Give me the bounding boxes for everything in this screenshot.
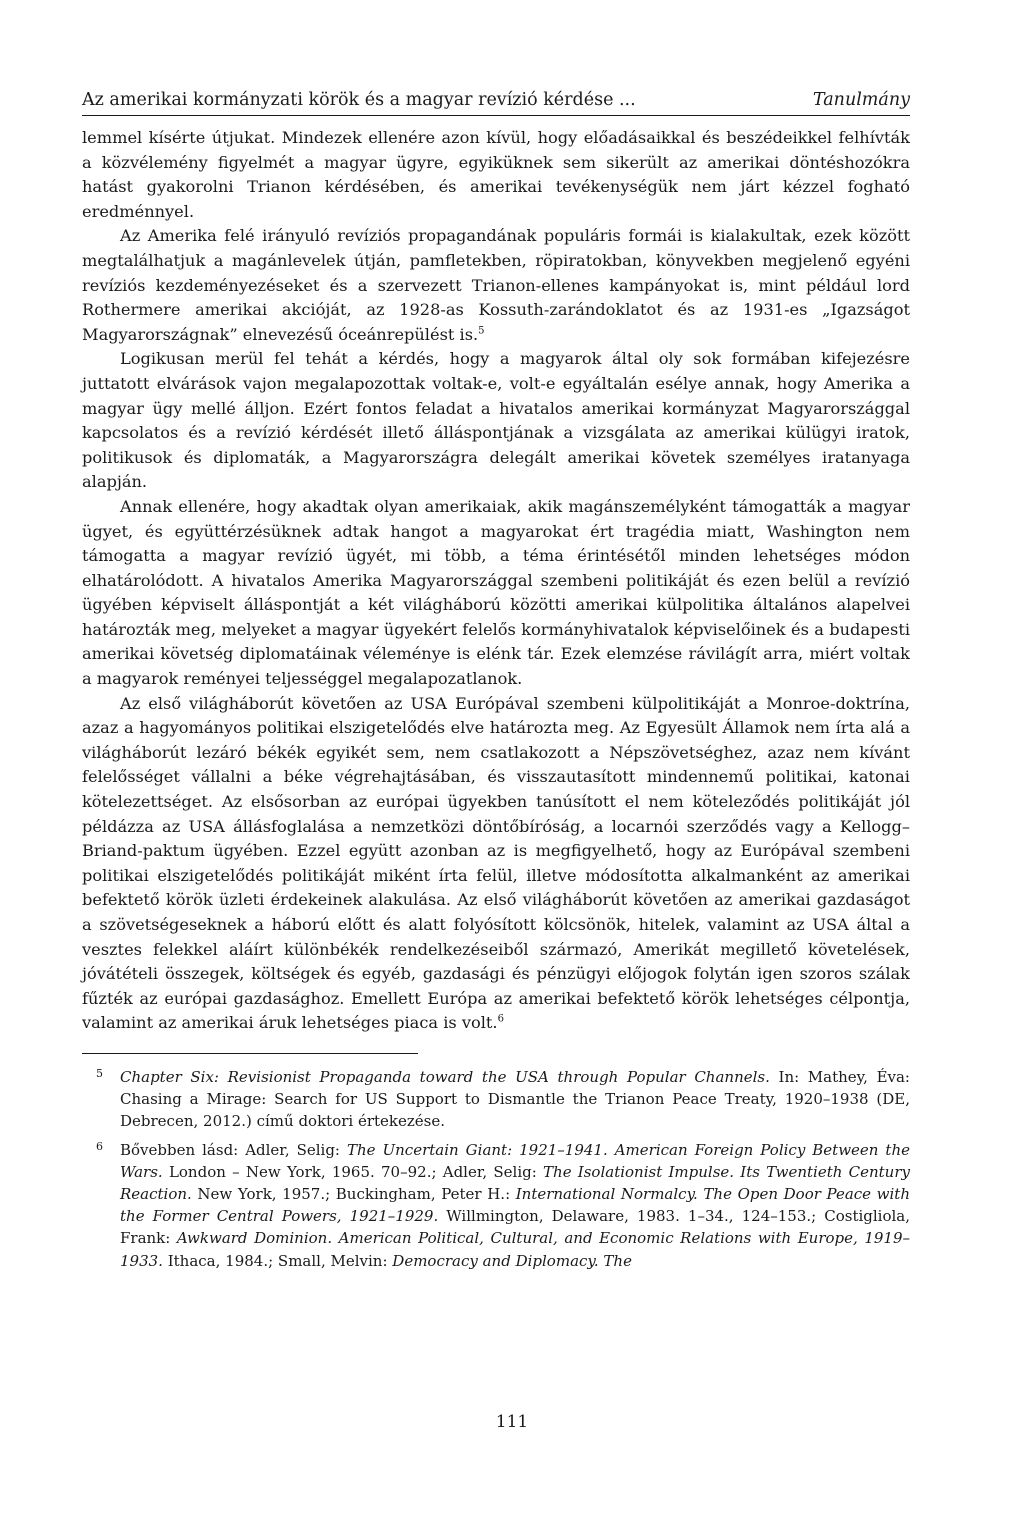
footnote-6: [82, 1139, 910, 1272]
running-header: [82, 88, 910, 116]
footnote-5: [82, 1066, 910, 1133]
page-number: 111: [495, 1412, 529, 1432]
paragraph: [82, 347, 910, 495]
citation-title: Democracy and Diplomacy. The: [392, 1251, 632, 1270]
citation-title: The Isolationist Impulse. Its Twentieth Century Reaction.: [120, 1162, 910, 1203]
body-text: [82, 126, 910, 1036]
citation-title: International Normalcy. The Open Door Peace with the Former Central Powers, 1921–1929.: [120, 1184, 910, 1226]
footnote-ref: 5: [478, 325, 485, 337]
article-title: Az amerikai kormányzati körök és a magyar revízió kérdése ...: [82, 90, 636, 110]
citation-text: London – New York, 1965. 70–92.; Adler, Selig:: [162, 1162, 544, 1181]
footnote-number: 6: [96, 1139, 103, 1153]
citation-text: Ithaca, 1984.; Small, Melvin:: [162, 1251, 393, 1270]
page: [82, 88, 910, 1278]
paragraph: [82, 126, 910, 224]
footnote-text: [120, 1066, 910, 1133]
citation-title: The Uncertain Giant: 1921–1941. American Foreign Policy Between the Wars.: [120, 1140, 911, 1181]
paragraph-text: Annak ellenére, hogy akadtak olyan amerikaiak, akik magánszemélyként támogatták a magyar ügyet, és együttérzésüknek adtak hangot a magyarokat ért tragédia miatt, Washington nem támogatta a magyar revízió ügyét, mi több, a téma érintésétől minden lehetséges módon elhatárolódott. A hivatalos Amerika Magyarországgal szembeni politikáját és ezen belül a revízió ügyében képviselt álláspontját a két világháború közötti amerikai külpolitika általános alapelvei határozták meg, melyeket a magyar ügyekért felelős kormányhivatalok képviselőinek és a budapesti amerikai követség diplomatáinak véleménye is elénk tár. Ezek elemzése rávilágít arra, miért voltak a magyarok reményei teljességgel megalapozatlanok.: [82, 496, 910, 689]
citation-title: Awkward Dominion. American Political, Cultural, and Economic Relations with Europe, 1919–1933.: [120, 1229, 910, 1270]
paragraph: [82, 224, 910, 347]
footnote-divider: [82, 1053, 418, 1054]
footnotes: [82, 1066, 910, 1272]
footnote-text: [120, 1139, 910, 1272]
paragraph-text: lemmel kísérte útjukat. Mindezek ellenére azon kívül, hogy előadásaikkal és beszédeikkel felhívták a közvélemény figyelmét a magyar ügyre, egyiküknek sem sikerült az amerikai döntéshozókra hatást gyakorolni Trianon kérdésében, és amerikai tevékenységük nem járt kézzel fogható eredménnyel.: [82, 128, 910, 221]
citation-text: New York, 1957.; Buckingham, Peter H.:: [191, 1184, 516, 1203]
citation-title: Chapter Six: Revisionist Propaganda toward the USA through Popular Channels.: [120, 1067, 770, 1086]
footnote-ref: 6: [497, 1013, 504, 1025]
paragraph: [82, 495, 910, 692]
paragraph-text: Logikusan merül fel tehát a kérdés, hogy a magyarok által oly sok formában kifejezésre juttatott elvárások vajon megalapozottak voltak-e, volt-e egyáltalán esélye annak, hogy Amerika a magyar ügy mellé álljon. Ezért fontos feladat a hivatalos amerikai kormányzat Magyarországgal kapcsolatos és a revízió kérdését illető álláspontjának a vizsgálata az amerikai külügyi iratok, politikusok és diplomaták, a Magyarországra delegált amerikai követek személyes iratanyaga alapján.: [82, 349, 910, 492]
citation-text: Bővebben lásd: Adler, Selig:: [120, 1140, 347, 1159]
paragraph-text: Az első világháborút követően az USA Európával szembeni külpolitikáját a Monroe-doktrína, azaz a hagyományos politikai elszigetelődés elve határozta meg. Az Egyesült Államok nem írta alá a világháborút lezáró békék egyikét sem, nem csatlakozott a Népszövetséghez, azaz nem kívánt felelősséget vállalni a béke végrehajtásában, és visszautasított mindennemű politikai, katonai kötelezettséget. Az elsősorban az európai ügyekben tanúsított el nem köteleződés politikáját jól példázza az USA állásfoglalása a nemzetközi döntőbíróság, a locarnói szerződés vagy a Kellogg–Briand-paktum ügyében. Ezzel együtt azonban az is megfigyelhető, hogy az Európával szembeni politikai elszigetelődés politikáját miként írta felül, illetve módosította alkalmanként az amerikai befektető körök üzleti érdekeinek alakulása. Az első világháborút követően az amerikai gazdaságot a szövetségeseknek a háború előtt és alatt folyósított kölcsönök, hitelek, valamint az USA által a vesztes felekkel aláírt különbékék rendelkezéseiből származó, Amerikát megillető követelések, jóvátételi összegek, költségek és egyéb, gazdasági és pénzügyi előjogok folytán igen szoros szálak fűzték az európai gazdasághoz. Emellett Európa az amerikai befektető körök lehetséges célpontja, valamint az amerikai áruk lehetséges piaca is volt.: [82, 693, 910, 1033]
citation-text: Willmington, Delaware, 1983. 1–34., 124–153.; Costigliola, Frank:: [120, 1207, 910, 1248]
paragraph: [82, 692, 910, 1036]
section-label: Tanulmány: [812, 90, 910, 110]
paragraph-text: Az Amerika felé irányuló revíziós propagandának populáris formái is kialakultak, ezek között megtalálhatjuk a magánlevelek útján, pamfletekben, röpiratokban, könyvekben megjelenő egyéni revíziós kezdeményezéseket és a szervezett Trianon-ellenes kampányokat is, mint például lord Rothermere amerikai akcióját, az 1928-as Kossuth-zarándoklatot és az 1931-es „Igazságot Magyarországnak” elnevezésű óceánrepülést is.: [82, 226, 910, 344]
citation-text: In: Mathey, Éva: Chasing a Mirage: Search for US Support to Dismantle the Trianon Peace Treaty, 1920–1938 (DE, Debrecen, 2012.) című doktori értekezése.: [120, 1067, 910, 1131]
footnote-number: 5: [96, 1066, 103, 1080]
